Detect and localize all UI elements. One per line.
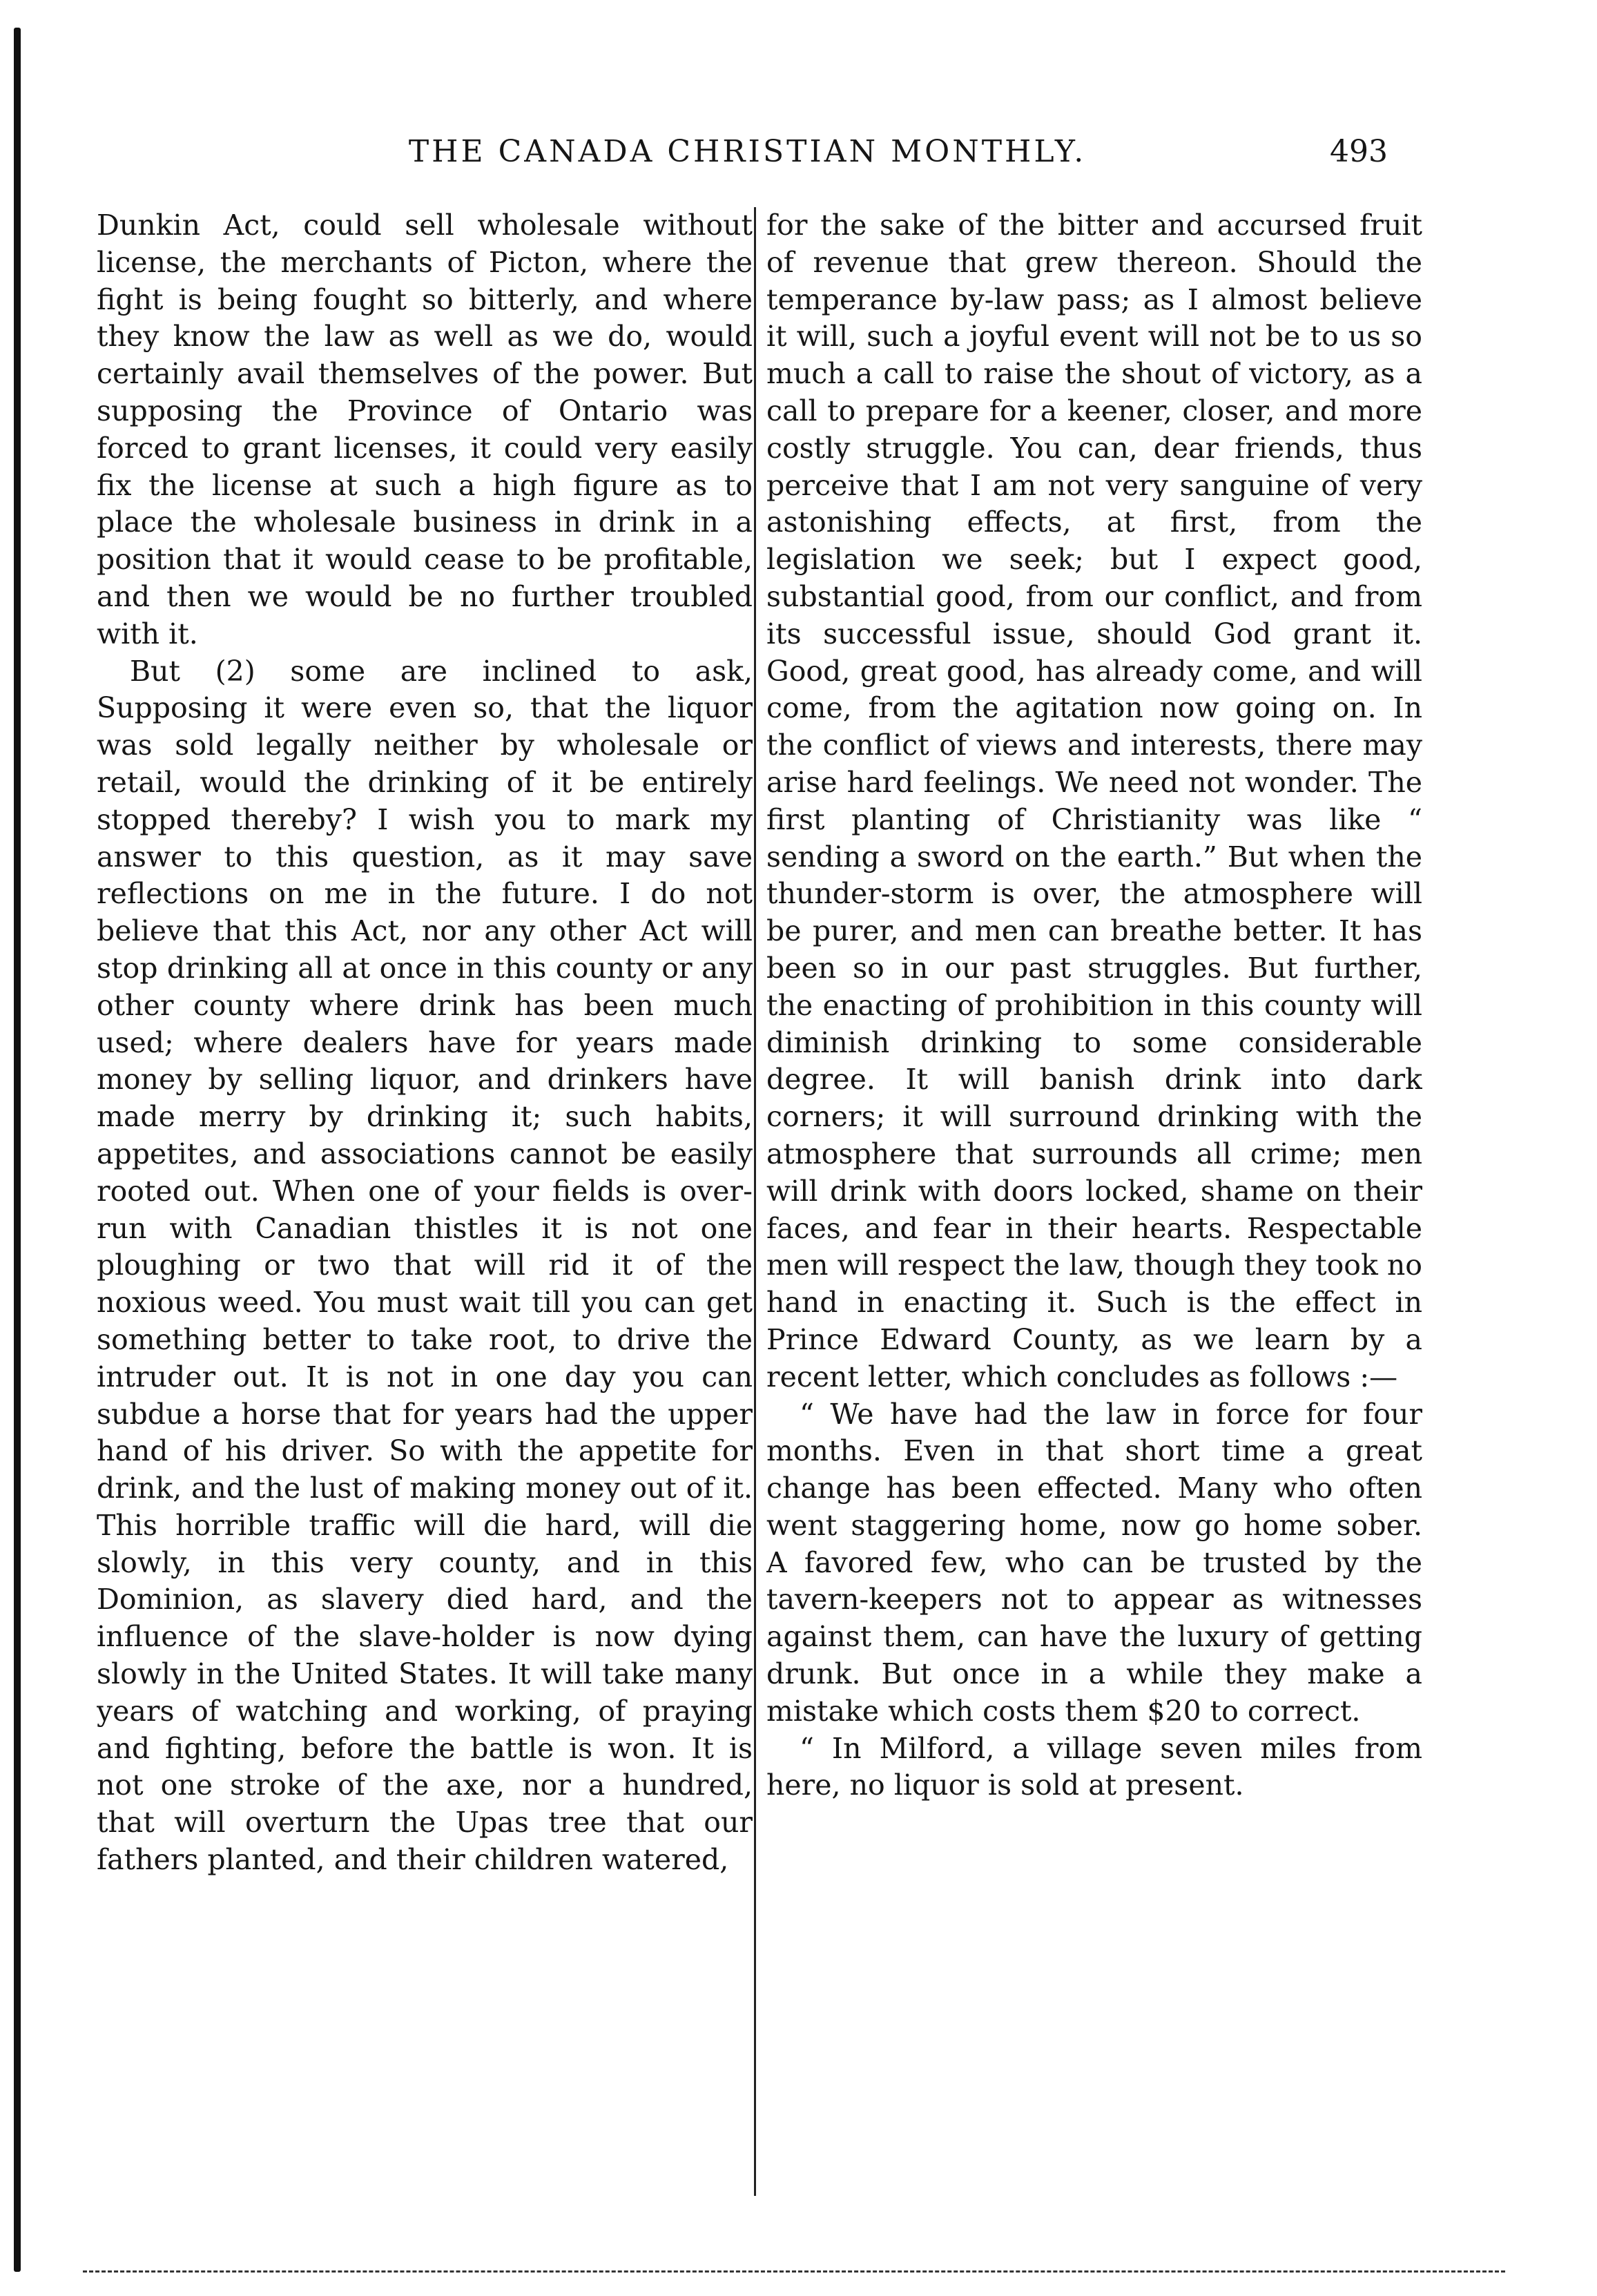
paragraph: Dunkin Act, could sell wholesale without license, the merchants of Picton, where the fight is being fought so bitterly, and where they know the law as well as we do, would certainly avail themselves of the power. But supposing the Province of Ontario was forced to grant licenses, it could very easily fix the license at such a high figure as to place the wholesale business in drink in a position that it would cease to be profitable, and then we would be no further troubled with it. xyxy=(97,209,753,650)
page-number: 493 xyxy=(1330,134,1388,169)
paragraph: for the sake of the bitter and accursed fruit of revenue that grew thereon. Should the temperance by-law pass; as I almost believe it will, such a joyful event will not be to us so much a call to raise the shout of victory, as a call to prepare for a keener, closer, and more costly struggle. You can, dear friends, thus perceive that I am not very sanguine of very astonishing effects, at first, from the legislation we seek; but I expect good, substantial good, from our conflict, and from its successful issue, should God grant it. Good, great good, has already come, and will come, from the agitation now going on. In the conflict of views and interests, there may arise hard feelings. We need not wonder. The first planting of Christianity was like “ sending a sword on the earth.” But when the thunder-storm is over, the atmosphere will be purer, and men can breathe better. It has been so in our past struggles. But further, the enacting of prohibition in this county will diminish drinking to some considerable degree. It will banish drink into dark corners; it will surround drinking with the atmosphere that surrounds all crime; men will drink with doors locked, shame on their faces, and fear in their hearts. Respectable men will respect the law, though they took no hand in enacting it. Such is the effect in Prince Edward County, as we learn by a recent letter, which concludes as follows :— xyxy=(766,209,1422,1393)
right-column xyxy=(766,207,1422,2210)
quoted-paragraph: “ In Milford, a village seven miles from here, no liquor is sold at present. xyxy=(766,1731,1422,1802)
footer-rule xyxy=(83,2270,1505,2273)
binding-edge xyxy=(14,28,21,2272)
running-header xyxy=(107,130,1388,178)
paragraph: But (2) some are inclined to ask, Supposing it were even so, that the liquor was sold legally neither by wholesale or retail, would the drinking of it be entirely stopped thereby? I wish you to mark my answer to this question, as it may save reflections on me in the future. I do not believe that this Act, nor any other Act will stop drinking all at once in this county or any other county where drink has been much used; where dealers have for years made money by selling liquor, and drinkers have made merry by drinking it; such habits, appetites, and associations cannot be easily rooted out. When one of your fields is over-run with Canadian thistles it is not one ploughing or two that will rid it of the noxious weed. You must wait till you can get something better to take root, to drive the intruder out. It is not in one day you can subdue a horse that for years had the upper hand of his driver. So with the appetite for drink, and the lust of making money out of it. This horrible traffic will die hard, will die slowly, in this very county, and in this Dominion, as slavery died hard, and the influence of the slave-holder is now dying slowly in the United States. It will take many years of watching and working, of praying and fighting, before the battle is won. It is not one stroke of the axe, nor a hundred, that will overturn the Upas tree that our fathers planted, and their children watered, xyxy=(97,654,753,1877)
column-rule xyxy=(754,207,756,2196)
quoted-paragraph: “ We have had the law in force for four months. Even in that short time a great change has been effected. Many who often went staggering home, now go home sober. A favored few, who can be trusted by the tavern-keepers not to appear as witnesses against them, can have the luxury of getting drunk. But once in a while they make a mistake which costs them $20 to correct. xyxy=(766,1397,1422,1728)
left-column xyxy=(97,207,753,2210)
running-title: THE CANADA CHRISTIAN MONTHLY. xyxy=(408,134,1087,169)
